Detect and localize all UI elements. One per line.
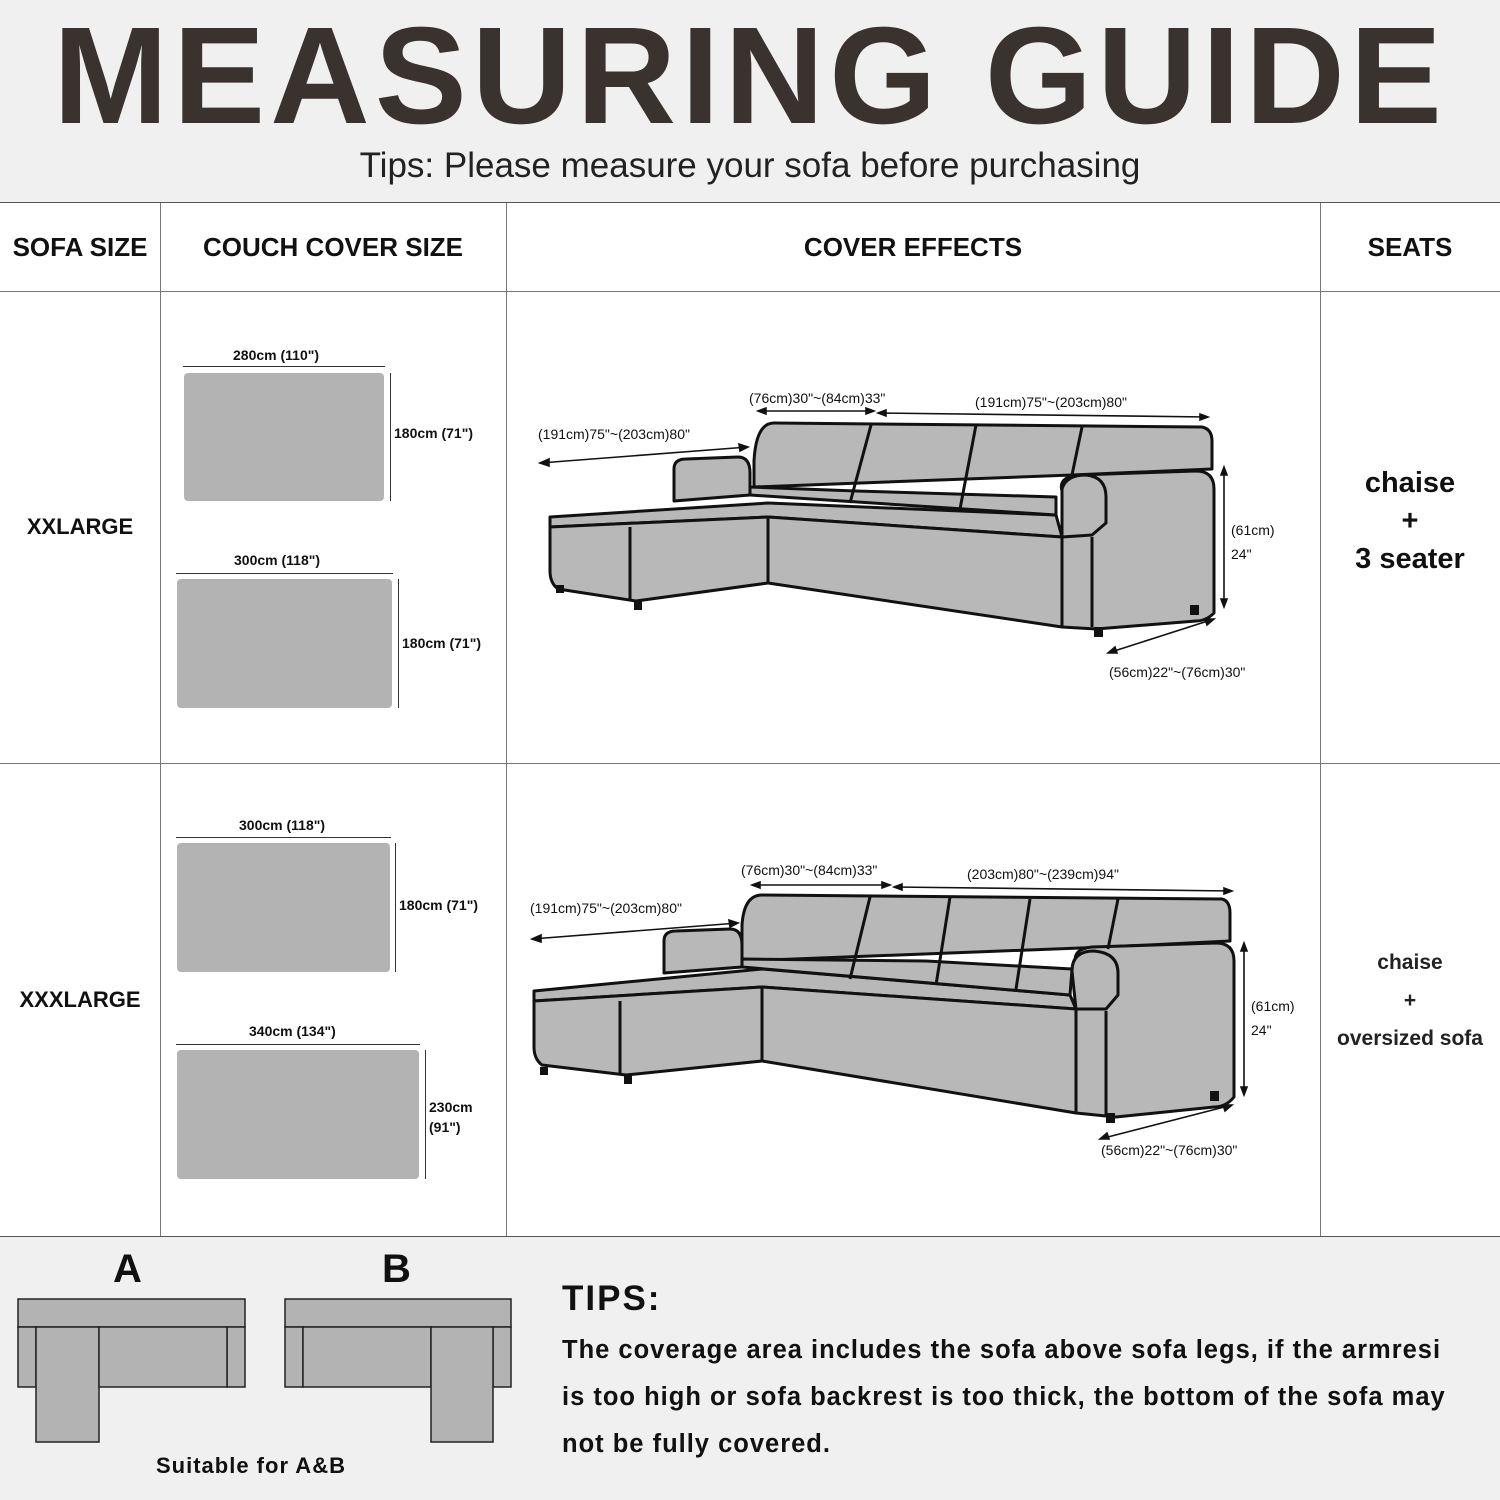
cover-rectangle bbox=[177, 843, 390, 972]
seats-cell bbox=[1320, 923, 1500, 1079]
cover-width-label: 340cm (134") bbox=[249, 1023, 336, 1039]
dimension-line bbox=[425, 1050, 426, 1179]
cover-height-label: 180cm (71") bbox=[394, 425, 474, 441]
l-shaped-sofa-illustration bbox=[506, 291, 1320, 763]
seats-line2: oversized sofa bbox=[1337, 1027, 1483, 1050]
column-divider bbox=[160, 203, 161, 1236]
seats-plus: + bbox=[1403, 989, 1417, 1012]
dimension-line bbox=[390, 373, 391, 501]
cover-height-label: 180cm (71") bbox=[399, 897, 479, 913]
cover-height-label: 180cm (71") bbox=[402, 635, 482, 651]
depth-label: (56cm)22"~(76cm)30" bbox=[1109, 664, 1246, 680]
depth-label: (56cm)22"~(76cm)30" bbox=[1101, 1142, 1238, 1158]
cover-width-label: 300cm (118") bbox=[234, 552, 321, 568]
chaise-width-label: (76cm)30"~(84cm)33" bbox=[749, 390, 886, 406]
cover-rectangle bbox=[177, 579, 392, 708]
dimension-line bbox=[176, 837, 391, 838]
sofa-length-label: (203cm)80"~(239cm)94" bbox=[967, 866, 1119, 882]
sofa-length-label: (191cm)75"~(203cm)80" bbox=[975, 394, 1127, 410]
cover-height-label: 230cm bbox=[429, 1099, 473, 1115]
height-cm-label: (61cm) bbox=[1231, 522, 1275, 538]
chaise-length-label: (191cm)75"~(203cm)80" bbox=[538, 426, 690, 442]
seats-line1: chaise bbox=[1377, 951, 1443, 974]
seats-plus: + bbox=[1401, 505, 1419, 537]
chaise-width-label: (76cm)30"~(84cm)33" bbox=[741, 862, 878, 878]
sofa-size-xxlarge: XXLARGE bbox=[26, 514, 134, 539]
column-divider bbox=[1320, 203, 1321, 1236]
cover-width-label: 300cm (118") bbox=[239, 817, 326, 833]
suitable-caption: Suitable for A&B bbox=[156, 1453, 346, 1478]
tips-body bbox=[562, 1327, 1482, 1468]
height-in-label: 24" bbox=[1251, 1022, 1272, 1038]
seats-line2: 3 seater bbox=[1355, 543, 1465, 575]
cover-width-label: 280cm (110") bbox=[233, 347, 320, 363]
bottom-section bbox=[0, 1237, 1500, 1500]
header-seats: SEATS bbox=[1367, 231, 1453, 262]
chaise-length-label: (191cm)75"~(203cm)80" bbox=[530, 900, 682, 916]
page-subtitle: Tips: Please measure your sofa before purchasing bbox=[359, 146, 1141, 185]
sofa-size-xxxlarge: XXXLARGE bbox=[19, 987, 141, 1012]
cover-height-label: (91") bbox=[429, 1119, 461, 1135]
cover-rectangle bbox=[177, 1050, 419, 1179]
l-shaped-oversized-sofa-illustration bbox=[506, 763, 1320, 1237]
shape-a-label: A bbox=[113, 1247, 142, 1291]
shape-b-label: B bbox=[382, 1247, 411, 1291]
page-title: MEASURING GUIDE bbox=[53, 0, 1447, 153]
seats-line1: chaise bbox=[1364, 467, 1456, 499]
tips-line: is too high or sofa backrest is too thick, the bottom of the sofa may bbox=[562, 1383, 1446, 1411]
header-cover-size: COUCH COVER SIZE bbox=[202, 231, 464, 262]
shape-b-diagram bbox=[0, 1237, 530, 1447]
header bbox=[0, 0, 1500, 202]
header-cover-effects: COVER EFFECTS bbox=[803, 231, 1023, 262]
tips-heading: TIPS: bbox=[562, 1279, 662, 1318]
tips-line: The coverage area includes the sofa above sofa legs, if the armresi bbox=[562, 1336, 1442, 1364]
tips-line: not be fully covered. bbox=[562, 1430, 831, 1458]
dimension-line bbox=[176, 1044, 420, 1045]
measuring-table bbox=[0, 202, 1500, 1237]
dimension-line bbox=[176, 573, 393, 574]
dimension-line bbox=[398, 579, 399, 708]
cover-rectangle bbox=[184, 373, 384, 501]
dimension-line bbox=[183, 366, 385, 367]
height-cm-label: (61cm) bbox=[1251, 998, 1295, 1014]
height-in-label: 24" bbox=[1231, 546, 1252, 562]
dimension-line bbox=[395, 843, 396, 972]
seats-cell bbox=[1320, 441, 1500, 601]
header-sofa-size: SOFA SIZE bbox=[12, 231, 148, 262]
